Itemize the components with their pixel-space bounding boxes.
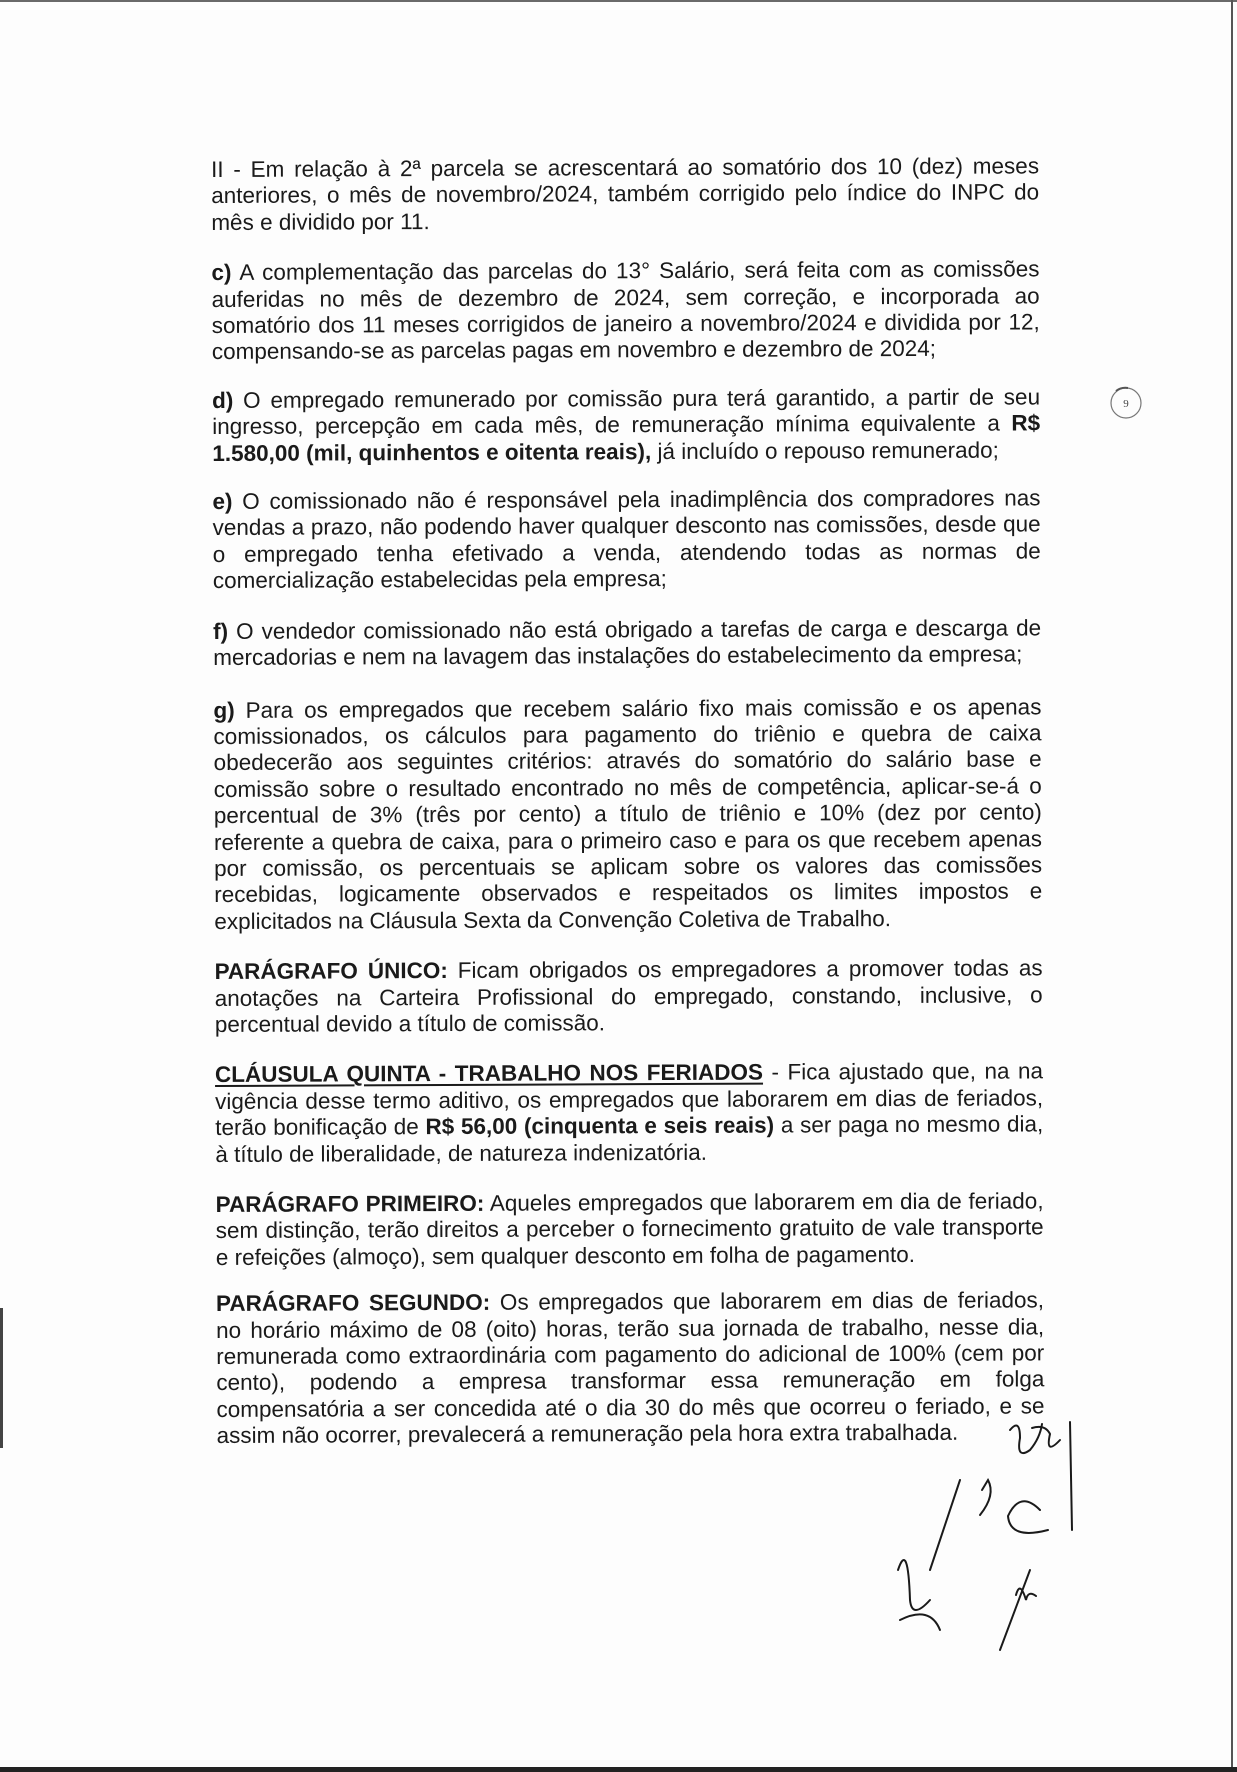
paragrafo-unico [215,956,1043,1039]
paragraph-text: II - Em relação à 2ª parcela se acrescentará ao somatório dos 10 (dez) meses anteriores, o mês de novembro/2024, também corrigido pelo índice do INPC do mês e dividido por 11. [211,153,1040,235]
clausula-quinta [215,1059,1043,1168]
document-body [211,153,1045,1476]
scan-left-mark [0,1308,3,1448]
paragraph-text: a ser paga no mesmo dia, à título de liberalidade, de natureza indenizatória. [215,1111,1044,1167]
paragraph-text: Ficam obrigados os empregadores a promover todas as anotações na Carteira Profissional do empregado, constando, inclusive, o percentual devido a título de comissão. [214,955,1043,1037]
section-label: PARÁGRAFO SEGUNDO: [215,1290,491,1317]
paragrafo-primeiro [216,1188,1044,1271]
page-number: 9 [1123,398,1129,410]
paragraph-text: O comissionado não é responsável pela inadimplência dos compradores nas vendas a prazo, não podendo haver qualquer desconto nas comissões, desde que o empregado tenha efetivado a venda, atendendo todas as normas de comercialização estabelecidas pela empresa; [212,485,1041,594]
paragraph-text: Os empregados que laborarem em dias de feriados, no horário máximo de 08 (oito) horas, terão sua jornada de trabalho, nesse dia, remunerada como extraordinária com pagamento do adicional de 100% (cem por cento), podendo a empresa transformar essa remuneração em folga compensatória a ser concedida até o dia 30 do mês que ocorreu o feriado, e se assim não ocorrer, prevalecerá a remuneração pela hora extra trabalhada. [216,1287,1045,1449]
paragraph-text: já incluído o repouso remunerado; [651,437,999,464]
clause-heading: CLÁUSULA QUINTA - TRABALHO NOS FERIADOS [214,1059,764,1088]
scan-bottom-edge [0,1767,1237,1772]
item-label: g) [213,697,235,723]
item-label: f) [213,618,229,644]
paragraph-text: Aqueles empregados que laborarem em dia de feriado, sem distinção, terão direitos a perceber o fornecimento gratuito de vale transporte e refeições (almoço), sem qualquer desconto em folha de pagamento. [215,1188,1044,1270]
item-label: e) [212,488,233,515]
scan-right-edge [1231,0,1233,1772]
paragraph-text: O vendedor comissionado não está obrigado a tarefas de carga e descarga de mercadorias e nem na lavagem das instalações do estabelecimento da empresa; [213,615,1042,671]
page-number-stamp [1108,385,1144,421]
paragraph-g [213,694,1042,935]
section-label: PARÁGRAFO PRIMEIRO: [215,1190,485,1217]
holiday-bonus-amount: R$ 56,00 (cinquenta e seis reais) [425,1112,775,1140]
paragraph-f [213,615,1041,671]
scan-top-edge [0,0,1237,2]
paragraph-c [211,257,1039,366]
item-label: d) [212,387,234,413]
section-label: PARÁGRAFO ÚNICO: [214,958,448,985]
item-label: c) [211,260,232,286]
paragraph-text: - Fica ajustado que, na na vigência desse termo aditivo, os empregados que laborarem em dias de feriados, terão bonificação de [215,1058,1044,1141]
minimum-wage-amount: R$ 1.580,00 (mil, quinhentos e oitenta reais), [212,410,1041,466]
paragraph-text: O empregado remunerado por comissão pura terá garantido, a partir de seu ingresso, percepção em cada mês, de remuneração mínima equivalente a [212,384,1041,440]
paragraph-e [212,485,1040,594]
paragraph-d [212,384,1040,467]
paragraph-text: A complementação das parcelas do 13° Salário, será feita com as comissões auferidas no mês de dezembro de 2024, sem correção, e incorporada ao somatório dos 11 meses corrigidos de janeiro a novembro/2024 e dividida por 12, compensando-se as parcelas pagas em novembro e dezembro de 2024; [211,256,1040,365]
paragraph-text: Para os empregados que recebem salário fixo mais comissão e os apenas comissionados, os cálculos para pagamento do triênio e quebra de caixa obedecerão aos seguintes critérios: através do somatório do salário base e comissão sobre o resultado encontrado no mês de competência, aplicar-se-á o percentual de 3% (três por cento) a título de triênio e 10% (dez por cento) referente a quebra de caixa, para o primeiro caso e para os que recebem apenas por comissão, os percentuais se aplicam sobre os valores das comissões recebidas, logicamente observados e respeitados os limites impostos e explicitados na Cláusula Sexta da Convenção Coletiva de Trabalho. [213,693,1043,934]
signatures-initials [870,1420,1090,1750]
paragraph-ii [211,153,1039,236]
